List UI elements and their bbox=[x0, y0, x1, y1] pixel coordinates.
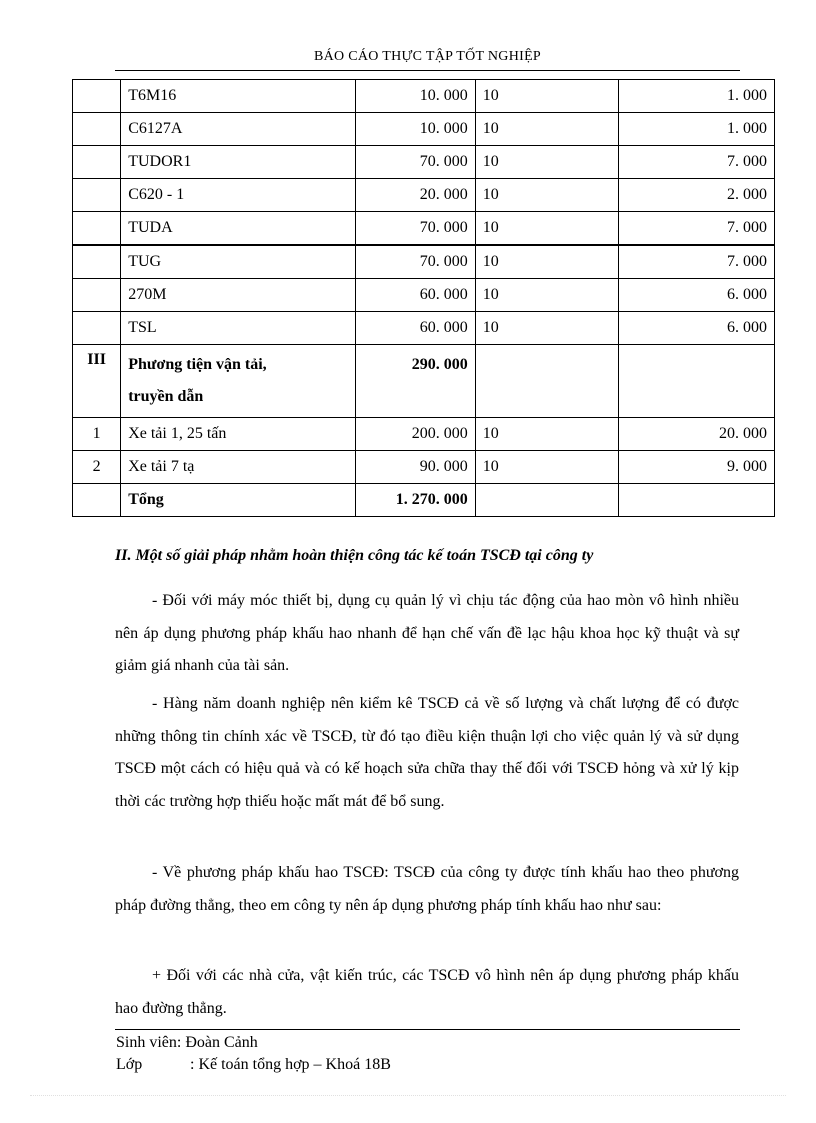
footer-class bbox=[116, 1055, 391, 1075]
table-row bbox=[73, 179, 775, 212]
table-total-row bbox=[73, 484, 775, 517]
depreciation-rate: 10 bbox=[475, 279, 619, 312]
body-paragraph bbox=[115, 857, 739, 922]
table-group-row bbox=[73, 345, 775, 418]
row-number bbox=[73, 146, 121, 179]
asset-value: 60. 000 bbox=[356, 312, 476, 345]
paragraph-text: - Hàng năm doanh nghiệp nên kiểm kê TSCĐ cả về số lượng và chất lượng để có được những thông tin chính xác về TSCĐ, từ đó tạo điều kiện thuận lợi cho việc quản lý và sử dụng TSCĐ một cách có hiệu quả và có kế hoạch sửa chữa thay thế đối với TSCĐ hỏng và xử lý kịp thời các trường hợp thiếu hoặc mất mát để bổ sung. bbox=[115, 695, 739, 810]
table-row bbox=[73, 245, 775, 279]
section-heading: II. Một số giải pháp nhằm hoàn thiện công tác kế toán TSCĐ tại công ty bbox=[115, 547, 594, 564]
asset-value: 70. 000 bbox=[356, 212, 476, 246]
depreciation-amount: 6. 000 bbox=[619, 279, 775, 312]
row-number bbox=[73, 484, 121, 517]
table-row bbox=[73, 451, 775, 484]
depreciation-rate: 10 bbox=[475, 146, 619, 179]
paragraph-text: + Đối với các nhà cửa, vật kiến trúc, các TSCĐ vô hình nên áp dụng phương pháp khấu hao đường thẳng. bbox=[115, 967, 739, 1017]
fixed-asset-depreciation-table bbox=[72, 79, 775, 517]
group-number: III bbox=[73, 345, 121, 418]
depreciation-rate: 10 bbox=[475, 245, 619, 279]
asset-value: 10. 000 bbox=[356, 113, 476, 146]
row-number: 1 bbox=[73, 418, 121, 451]
asset-value: 60. 000 bbox=[356, 279, 476, 312]
header-divider bbox=[115, 70, 740, 71]
asset-value: 20. 000 bbox=[356, 179, 476, 212]
asset-name: Xe tải 7 tạ bbox=[121, 451, 356, 484]
body-paragraph bbox=[115, 688, 739, 818]
paragraph-text: - Về phương pháp khấu hao TSCĐ: TSCĐ của công ty được tính khấu hao theo phương pháp đường thẳng, theo em công ty nên áp dụng phương pháp tính khấu hao như sau: bbox=[115, 864, 739, 914]
table-row bbox=[73, 279, 775, 312]
group-value: 290. 000 bbox=[356, 345, 476, 418]
row-number bbox=[73, 312, 121, 345]
group-name-line-1: Phương tiện vận tải, bbox=[128, 356, 267, 373]
depreciation-amount: 1. 000 bbox=[619, 80, 775, 113]
row-number bbox=[73, 179, 121, 212]
table-row bbox=[73, 312, 775, 345]
table-row bbox=[73, 212, 775, 246]
depreciation-rate: 10 bbox=[475, 451, 619, 484]
asset-name: 270M bbox=[121, 279, 356, 312]
row-number bbox=[73, 212, 121, 246]
row-number bbox=[73, 113, 121, 146]
asset-name: TUDA bbox=[121, 212, 356, 246]
asset-name: Xe tải 1, 25 tấn bbox=[121, 418, 356, 451]
asset-value: 70. 000 bbox=[356, 245, 476, 279]
group-name bbox=[121, 345, 356, 418]
asset-value: 90. 000 bbox=[356, 451, 476, 484]
depreciation-amount bbox=[619, 484, 775, 517]
footer-divider bbox=[115, 1029, 740, 1030]
footer-class-value: : Kế toán tổng hợp – Khoá 18B bbox=[190, 1056, 391, 1073]
asset-name: C6127A bbox=[121, 113, 356, 146]
depreciation-amount: 20. 000 bbox=[619, 418, 775, 451]
depreciation-amount: 1. 000 bbox=[619, 113, 775, 146]
total-value: 1. 270. 000 bbox=[356, 484, 476, 517]
table-row bbox=[73, 146, 775, 179]
row-number bbox=[73, 245, 121, 279]
row-number bbox=[73, 279, 121, 312]
table-row bbox=[73, 418, 775, 451]
page-bottom-dotted-line bbox=[30, 1095, 786, 1096]
asset-value: 200. 000 bbox=[356, 418, 476, 451]
asset-name: TUDOR1 bbox=[121, 146, 356, 179]
footer-class-label: Lớp bbox=[116, 1056, 143, 1073]
table-row bbox=[73, 80, 775, 113]
depreciation-rate: 10 bbox=[475, 418, 619, 451]
asset-name: TSL bbox=[121, 312, 356, 345]
asset-name: TUG bbox=[121, 245, 356, 279]
depreciation-amount: 7. 000 bbox=[619, 146, 775, 179]
depreciation-rate: 10 bbox=[475, 212, 619, 246]
depreciation-amount bbox=[619, 345, 775, 418]
depreciation-rate: 10 bbox=[475, 312, 619, 345]
footer-student: Sinh viên: Đoàn Cảnh bbox=[116, 1034, 258, 1051]
depreciation-amount: 2. 000 bbox=[619, 179, 775, 212]
asset-name: C620 - 1 bbox=[121, 179, 356, 212]
asset-value: 70. 000 bbox=[356, 146, 476, 179]
depreciation-rate: 10 bbox=[475, 80, 619, 113]
depreciation-rate: 10 bbox=[475, 179, 619, 212]
asset-name: T6M16 bbox=[121, 80, 356, 113]
depreciation-amount: 6. 000 bbox=[619, 312, 775, 345]
body-paragraph bbox=[115, 585, 739, 683]
group-name-line-2: truyền dẫn bbox=[128, 388, 204, 405]
table-row bbox=[73, 113, 775, 146]
asset-value: 10. 000 bbox=[356, 80, 476, 113]
row-number: 2 bbox=[73, 451, 121, 484]
paragraph-text: - Đối với máy móc thiết bị, dụng cụ quản lý vì chịu tác động của hao mòn vô hình nhiều nên áp dụng phương pháp khấu hao nhanh để hạn chế vấn đề lạc hậu khoa học kỹ thuật và sự giảm giá nhanh của tài sản. bbox=[115, 592, 739, 674]
depreciation-rate: 10 bbox=[475, 113, 619, 146]
depreciation-amount: 7. 000 bbox=[619, 212, 775, 246]
row-number bbox=[73, 80, 121, 113]
depreciation-rate bbox=[475, 345, 619, 418]
total-label: Tổng bbox=[121, 484, 356, 517]
depreciation-amount: 7. 000 bbox=[619, 245, 775, 279]
body-paragraph bbox=[115, 960, 739, 1025]
page-header-title: BÁO CÁO THỰC TẬP TỐT NGHIỆP bbox=[313, 49, 542, 64]
depreciation-rate bbox=[475, 484, 619, 517]
depreciation-amount: 9. 000 bbox=[619, 451, 775, 484]
